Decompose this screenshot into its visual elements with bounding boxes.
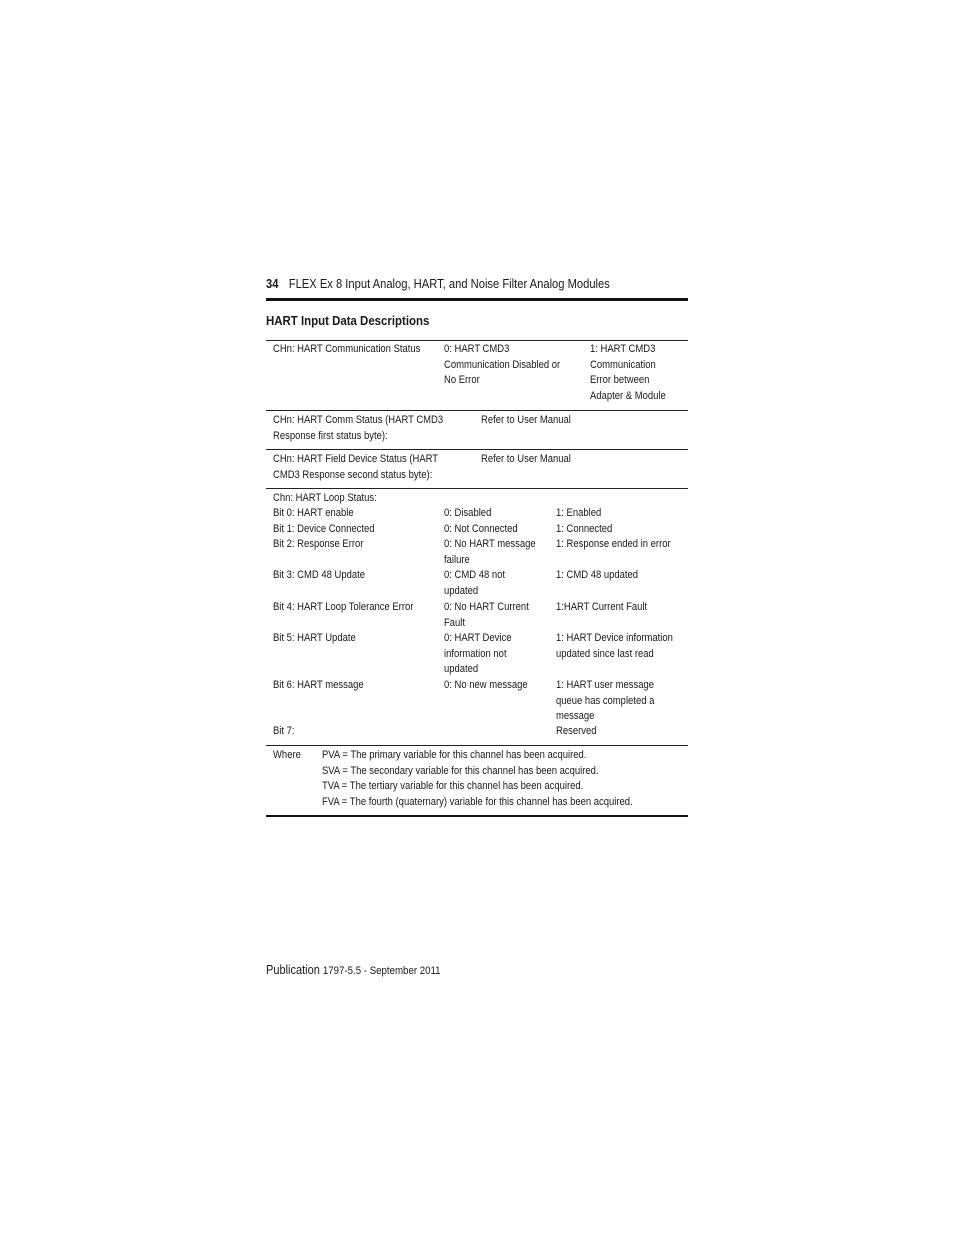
row-divider: [266, 449, 688, 450]
bit-label: Bit 1: Device Connected: [273, 523, 375, 535]
bit-label: Bit 7:: [273, 725, 295, 737]
where-line: SVA = The secondary variable for this channel has been acquired.: [322, 764, 599, 777]
bit-value-1: 1: HART Device information updated since last read: [556, 632, 673, 660]
bit-value-1: 1: HART user message queue has completed a message: [556, 679, 655, 723]
bit-label: Bit 6: HART message: [273, 679, 364, 691]
where-label: Where: [273, 749, 301, 761]
field-device-status-value: Refer to User Manual: [481, 453, 571, 465]
bit-value-0: 0: No HART message failure: [444, 538, 536, 566]
table-bottom-rule: [266, 815, 688, 817]
comm-status-value-1: 1: HART CMD3 Communication Error between Adapter & Module: [590, 343, 666, 402]
header-title: FLEX Ex 8 Input Analog, HART, and Noise Filter Analog Modules: [288, 276, 610, 291]
bit-label: Bit 4: HART Loop Tolerance Error: [273, 601, 414, 613]
row-divider: [266, 745, 688, 746]
bit-label: Bit 2: Response Error: [273, 538, 364, 550]
bit-value-0: 0: HART Device information not updated: [444, 632, 512, 676]
section-title: HART Input Data Descriptions: [266, 313, 430, 328]
bit-value-1: Reserved: [556, 725, 597, 737]
comm-status-label: CHn: HART Communication Status: [273, 343, 421, 355]
bit-value-0: 0: CMD 48 not updated: [444, 569, 505, 597]
comm-status-value-0: 0: HART CMD3 Communication Disabled or No Error: [444, 343, 561, 387]
bit-value-0: 0: No HART Current Fault: [444, 601, 529, 629]
table-top-rule: [266, 340, 688, 341]
loop-status-title: Chn: HART Loop Status:: [273, 492, 377, 504]
bit-value-1: 1:HART Current Fault: [556, 601, 648, 613]
field-device-status-label: CHn: HART Field Device Status (HART CMD3 Response second status byte):: [273, 453, 439, 481]
bit-value-0: 0: Not Connected: [444, 523, 518, 535]
row-divider: [266, 410, 688, 411]
where-line: TVA = The tertiary variable for this channel has been acquired.: [322, 780, 584, 793]
footer-label: Publication: [266, 963, 320, 977]
footer: [266, 962, 441, 979]
bit-value-0: 0: Disabled: [444, 507, 492, 519]
bit-value-1: 1: CMD 48 updated: [556, 569, 639, 581]
page-number: 34: [266, 276, 279, 291]
bit-value-1: 1: Enabled: [556, 507, 602, 519]
publication-id: 1797-5.5 - September 2011: [322, 965, 441, 977]
where-line: PVA = The primary variable for this channel has been acquired.: [322, 749, 587, 761]
bit-label: Bit 3: CMD 48 Update: [273, 569, 366, 581]
bit-value-0: 0: No new message: [444, 679, 528, 691]
comm-status-byte-value: Refer to User Manual: [481, 414, 571, 426]
comm-status-byte-label: CHn: HART Comm Status (HART CMD3 Response first status byte):: [273, 414, 444, 442]
page-header: [266, 276, 610, 292]
header-rule: [266, 298, 688, 301]
bit-value-1: 1: Response ended in error: [556, 538, 671, 550]
bit-label: Bit 5: HART Update: [273, 632, 356, 644]
where-line: FVA = The fourth (quaternary) variable for this channel has been acquired.: [322, 795, 633, 808]
bit-label: Bit 0: HART enable: [273, 507, 354, 519]
where-definitions: [322, 748, 633, 810]
bit-value-1: 1: Connected: [556, 523, 613, 535]
row-divider: [266, 488, 688, 489]
